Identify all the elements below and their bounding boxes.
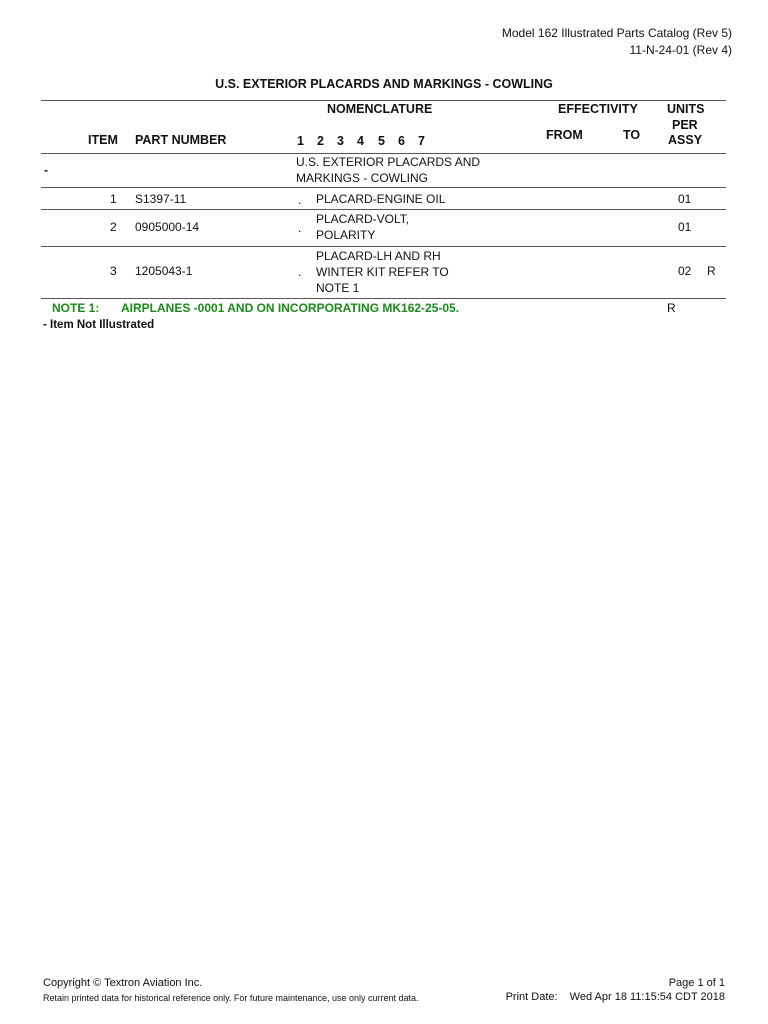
row-nomenclature-line: PLACARD-ENGINE OIL <box>316 192 446 206</box>
indent-level-3: 3 <box>337 134 344 148</box>
row-part-number: 1205043-1 <box>135 264 193 278</box>
row-indent-bullet: . <box>298 193 302 207</box>
col-units-line1: UNITS <box>667 102 705 116</box>
row-units: 02 <box>678 264 692 278</box>
table-title: U.S. EXTERIOR PLACARDS AND MARKINGS - COWLING <box>215 77 553 91</box>
row-nomenclature-line: U.S. EXTERIOR PLACARDS AND <box>296 155 481 169</box>
col-effectivity: EFFECTIVITY <box>558 102 638 116</box>
table-bottom-rule <box>41 298 726 299</box>
note-text: AIRPLANES -0001 AND ON INCORPORATING MK162-25-05. <box>121 301 460 315</box>
row-nomenclature-line: MARKINGS - COWLING <box>296 171 429 185</box>
header-bottom-rule <box>41 153 726 154</box>
row-item: 2 <box>110 220 117 234</box>
indent-level-7: 7 <box>418 134 425 148</box>
footer-retain-notice: Retain printed data for historical reference only. For future maintenance, use only current data. <box>43 993 419 1003</box>
row-item: - <box>44 163 48 177</box>
row-item: 1 <box>110 192 117 206</box>
row-nomenclature-line: POLARITY <box>316 228 376 242</box>
note-label: NOTE 1: <box>52 301 100 315</box>
table-top-rule <box>41 100 726 101</box>
row-item: 3 <box>110 264 117 278</box>
footer-copyright: Copyright © Textron Aviation Inc. <box>43 977 203 989</box>
indent-level-1: 1 <box>297 134 304 148</box>
col-part-number: PART NUMBER <box>135 133 227 147</box>
note-revision-flag: R <box>667 301 676 315</box>
col-item: ITEM <box>88 133 118 147</box>
row-divider <box>41 246 726 247</box>
col-units-line3: ASSY <box>668 133 703 147</box>
indent-level-2: 2 <box>317 134 324 148</box>
row-nomenclature-line: NOTE 1 <box>316 281 360 295</box>
document-reference: 11-N-24-01 (Rev 4) <box>629 43 732 57</box>
row-units: 01 <box>678 220 692 234</box>
row-indent-bullet: . <box>298 221 302 235</box>
print-date-value: Wed Apr 18 11:15:54 CDT 2018 <box>569 991 725 1003</box>
row-divider <box>41 187 726 188</box>
row-part-number: S1397-11 <box>135 192 187 206</box>
print-date-label: Print Date: <box>505 991 558 1003</box>
row-divider <box>41 209 726 210</box>
row-nomenclature-line: PLACARD-VOLT, <box>316 212 410 226</box>
indent-level-4: 4 <box>357 134 364 148</box>
indent-level-5: 5 <box>378 134 385 148</box>
col-nomenclature: NOMENCLATURE <box>327 102 433 116</box>
row-nomenclature-line: WINTER KIT REFER TO <box>316 265 449 279</box>
row-indent-bullet: . <box>298 265 302 279</box>
col-units-line2: PER <box>672 118 698 132</box>
legend-item-not-illustrated: - Item Not Illustrated <box>43 319 155 331</box>
col-from: FROM <box>546 128 583 142</box>
catalog-title: Model 162 Illustrated Parts Catalog (Rev 5) <box>501 26 732 40</box>
indent-level-6: 6 <box>398 134 405 148</box>
col-to: TO <box>623 128 641 142</box>
row-part-number: 0905000-14 <box>135 220 200 234</box>
row-revision-flag: R <box>707 264 716 278</box>
footer-page-number: Page 1 of 1 <box>668 977 725 989</box>
footer-print-date <box>506 991 725 1003</box>
row-units: 01 <box>678 192 692 206</box>
row-nomenclature-line: PLACARD-LH AND RH <box>316 249 441 263</box>
